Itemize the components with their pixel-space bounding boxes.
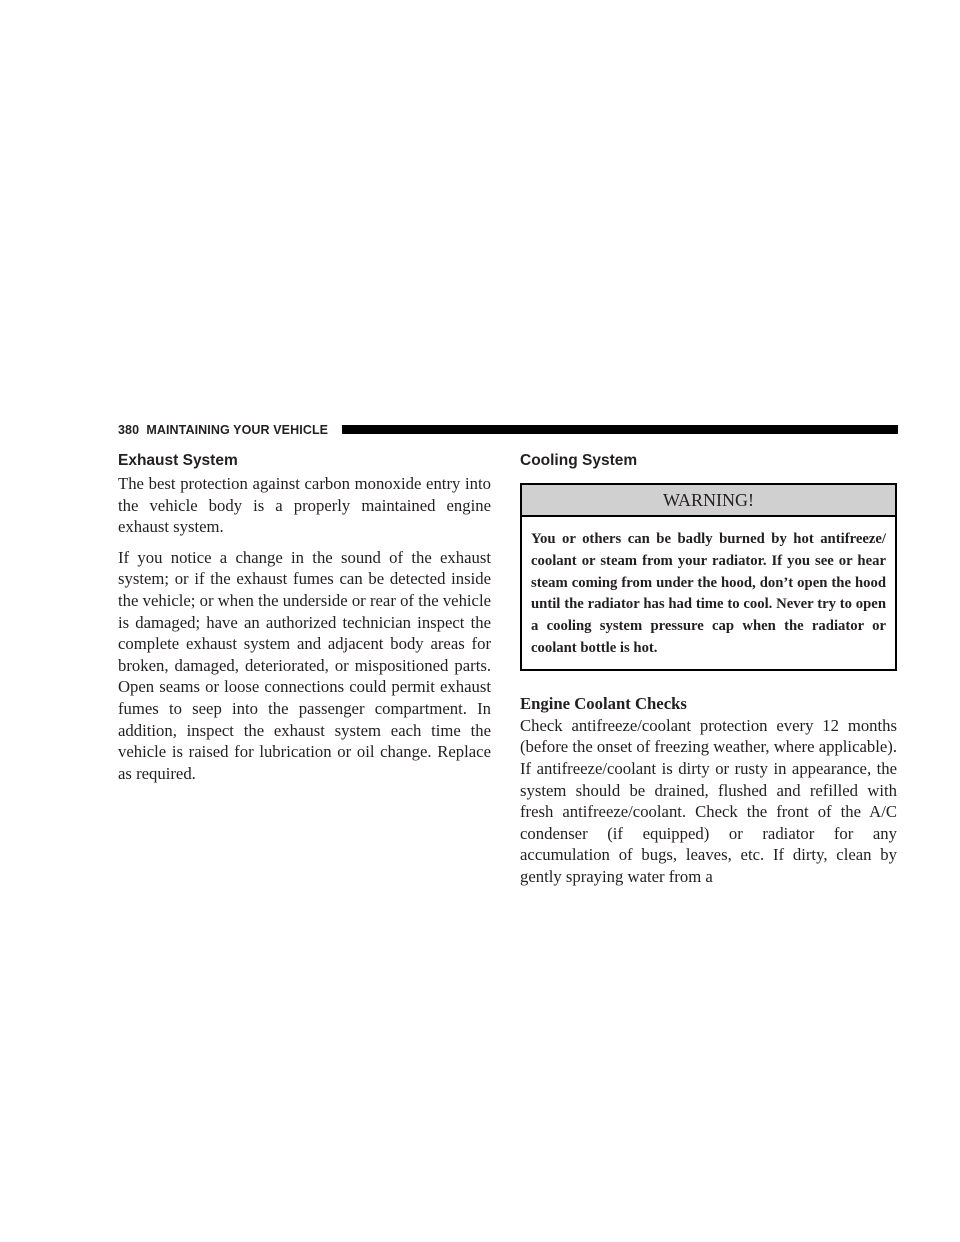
- exhaust-system-heading: Exhaust System: [118, 452, 238, 469]
- page-header-text: [118, 423, 328, 437]
- right-column: [520, 451, 897, 888]
- engine-coolant-checks-paragraph: Check antifreeze/coolant protection every 12 months (before the onset of freezing weather, where applicable). If antifreeze/coolant is dirty or rusty in appearance, the system should be drained, flushed and refilled with fresh antifreeze/coolant. Check the front of the A/C condenser (if equipped) or radiator for any accumulation of bugs, leaves, etc. If dirty, clean by gently spraying water from a: [520, 715, 897, 886]
- exhaust-paragraph-1: The best protection against carbon monoxide entry into the vehicle body is a properly maintained engine exhaust system.: [118, 474, 491, 537]
- section-name: MAINTAINING YOUR VEHICLE: [146, 423, 329, 437]
- exhaust-paragraph-2: If you notice a change in the sound of the exhaust system; or if the exhaust fumes can be detected inside the vehicle; or when the underside or rear of the vehicle is damaged; have an authorized technician inspect the complete exhaust system and adjacent body areas for broken, damaged, deteriorated, or mispositioned parts. Open seams or loose connections could permit exhaust fumes to seep into the passenger compartment. In addition, inspect the exhaust system each time the vehicle is raised for lubrication or oil change. Replace as required.: [118, 547, 491, 783]
- engine-coolant-checks-heading: Engine Coolant Checks: [520, 693, 687, 713]
- page-header: [118, 423, 898, 437]
- header-rule: [342, 425, 898, 434]
- warning-box: [520, 483, 897, 671]
- warning-text: You or others can be badly burned by hot antifreeze/ coolant or steam from your radiator. If you see or hear steam coming from under the hood, don’t open the hood until the radiator has had time to cool. Never try to open a cooling system pressure cap when the radiator or coolant bottle is hot.: [531, 531, 886, 656]
- cooling-system-heading: Cooling System: [520, 452, 638, 469]
- warning-title: WARNING!: [522, 485, 895, 517]
- page-number: 380: [118, 423, 140, 437]
- left-column: [118, 451, 491, 784]
